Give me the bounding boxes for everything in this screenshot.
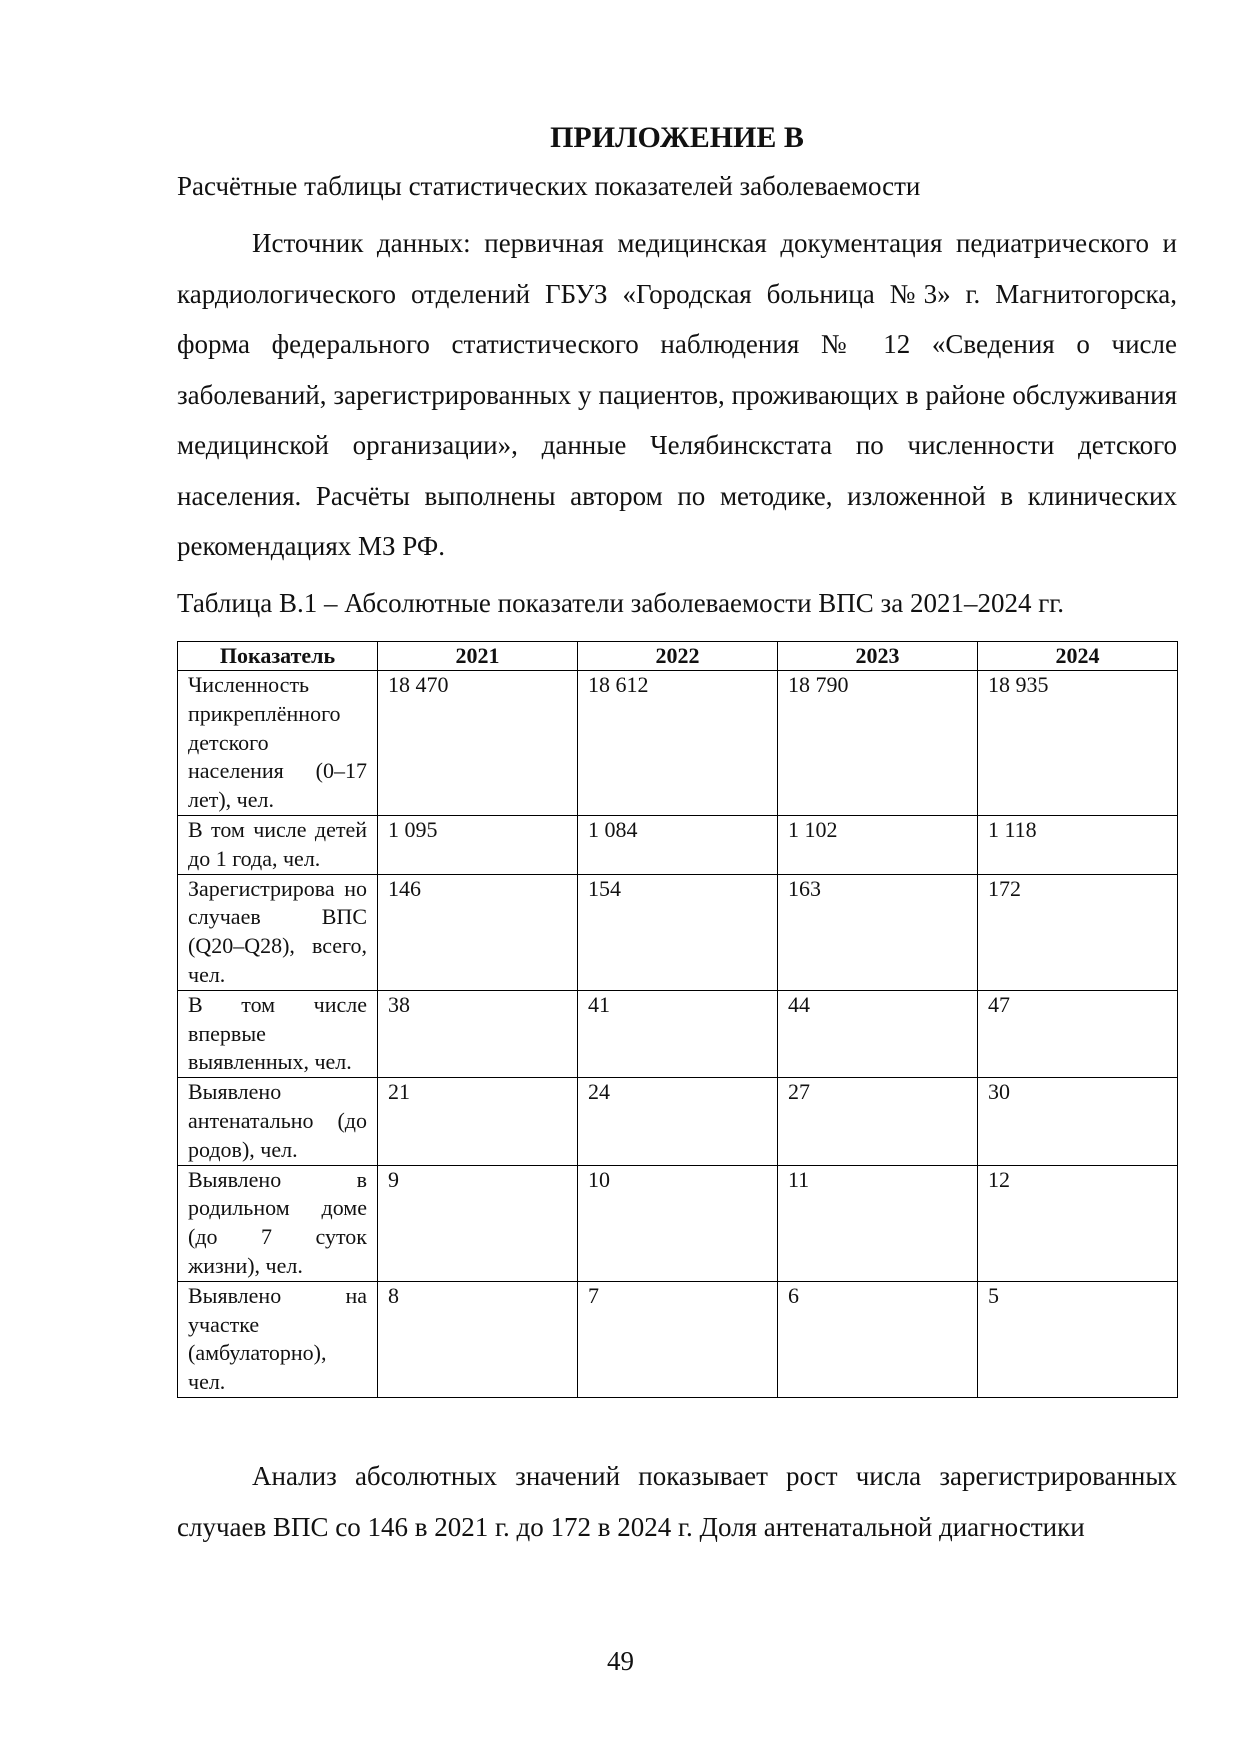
cell-value: 27	[778, 1078, 978, 1165]
cell-value: 12	[978, 1165, 1178, 1281]
cell-value: 5	[978, 1281, 1178, 1397]
cell-value: 6	[778, 1281, 978, 1397]
header-2023: 2023	[778, 642, 978, 671]
cell-value: 44	[778, 990, 978, 1077]
table-row	[178, 1078, 1178, 1165]
table-row	[178, 815, 1178, 874]
cell-value: 47	[978, 990, 1178, 1077]
cell-value: 18 790	[778, 671, 978, 816]
table-row	[178, 874, 1178, 990]
cell-value: 24	[578, 1078, 778, 1165]
header-2022: 2022	[578, 642, 778, 671]
cell-value: 21	[378, 1078, 578, 1165]
row-label: В том числе впервые выявленных, чел.	[178, 990, 378, 1077]
cell-value: 163	[778, 874, 978, 990]
table-row	[178, 1165, 1178, 1281]
cell-value: 18 612	[578, 671, 778, 816]
cell-value: 172	[978, 874, 1178, 990]
cell-value: 7	[578, 1281, 778, 1397]
row-label: Выявлено на участке (амбулаторно), чел.	[178, 1281, 378, 1397]
cell-value: 9	[378, 1165, 578, 1281]
cell-value: 41	[578, 990, 778, 1077]
cell-value: 18 470	[378, 671, 578, 816]
row-label: Численность прикреплённого детского населения (0–17 лет), чел.	[178, 671, 378, 816]
cell-value: 30	[978, 1078, 1178, 1165]
table-row	[178, 1281, 1178, 1397]
cell-value: 8	[378, 1281, 578, 1397]
table-caption: Таблица В.1 – Абсолютные показатели заболеваемости ВПС за 2021–2024 гг.	[177, 588, 1065, 618]
morbidity-table	[177, 641, 1178, 1398]
row-label: Выявлено в родильном доме (до 7 суток жизни), чел.	[178, 1165, 378, 1281]
cell-value: 154	[578, 874, 778, 990]
appendix-title: ПРИЛОЖЕНИЕ В	[550, 121, 804, 154]
cell-value: 38	[378, 990, 578, 1077]
table-row	[178, 671, 1178, 816]
table-header-row	[178, 642, 1178, 671]
header-2021: 2021	[378, 642, 578, 671]
cell-value: 1 118	[978, 815, 1178, 874]
cell-value: 1 095	[378, 815, 578, 874]
source-paragraph: Источник данных: первичная медицинская документация педиатрического и кардиологического отделений ГБУЗ «Городская больница №3» г. Магнитогорска, форма федерального статистического наблюдения № 12 «Сведения о числе заболеваний, зарегистрированных у пациентов, проживающих в районе обслуживания медицинской организации», данные Челябинскстата по численности детского населения. Расчёты выполнены автором по методике, изложенной в клинических рекомендациях МЗ РФ.	[177, 228, 1177, 561]
header-2024: 2024	[978, 642, 1178, 671]
page-number: 49	[607, 1646, 634, 1676]
row-label: Выявлено антенатально (до родов), чел.	[178, 1078, 378, 1165]
row-label: Зарегистрирова но случаев ВПС (Q20–Q28), всего, чел.	[178, 874, 378, 990]
cell-value: 1 084	[578, 815, 778, 874]
appendix-subtitle: Расчётные таблицы статистических показателей заболеваемости	[177, 171, 921, 201]
cell-value: 1 102	[778, 815, 978, 874]
analysis-paragraph: Анализ абсолютных значений показывает рост числа зарегистрированных случаев ВПС со 146 в 2021 г. до 172 в 2024 г. Доля антенатальной диагностики	[177, 1461, 1177, 1542]
cell-value: 18 935	[978, 671, 1178, 816]
cell-value: 11	[778, 1165, 978, 1281]
row-label: В том числе детей до 1 года, чел.	[178, 815, 378, 874]
cell-value: 10	[578, 1165, 778, 1281]
table-row	[178, 990, 1178, 1077]
header-indicator: Показатель	[178, 642, 378, 671]
cell-value: 146	[378, 874, 578, 990]
